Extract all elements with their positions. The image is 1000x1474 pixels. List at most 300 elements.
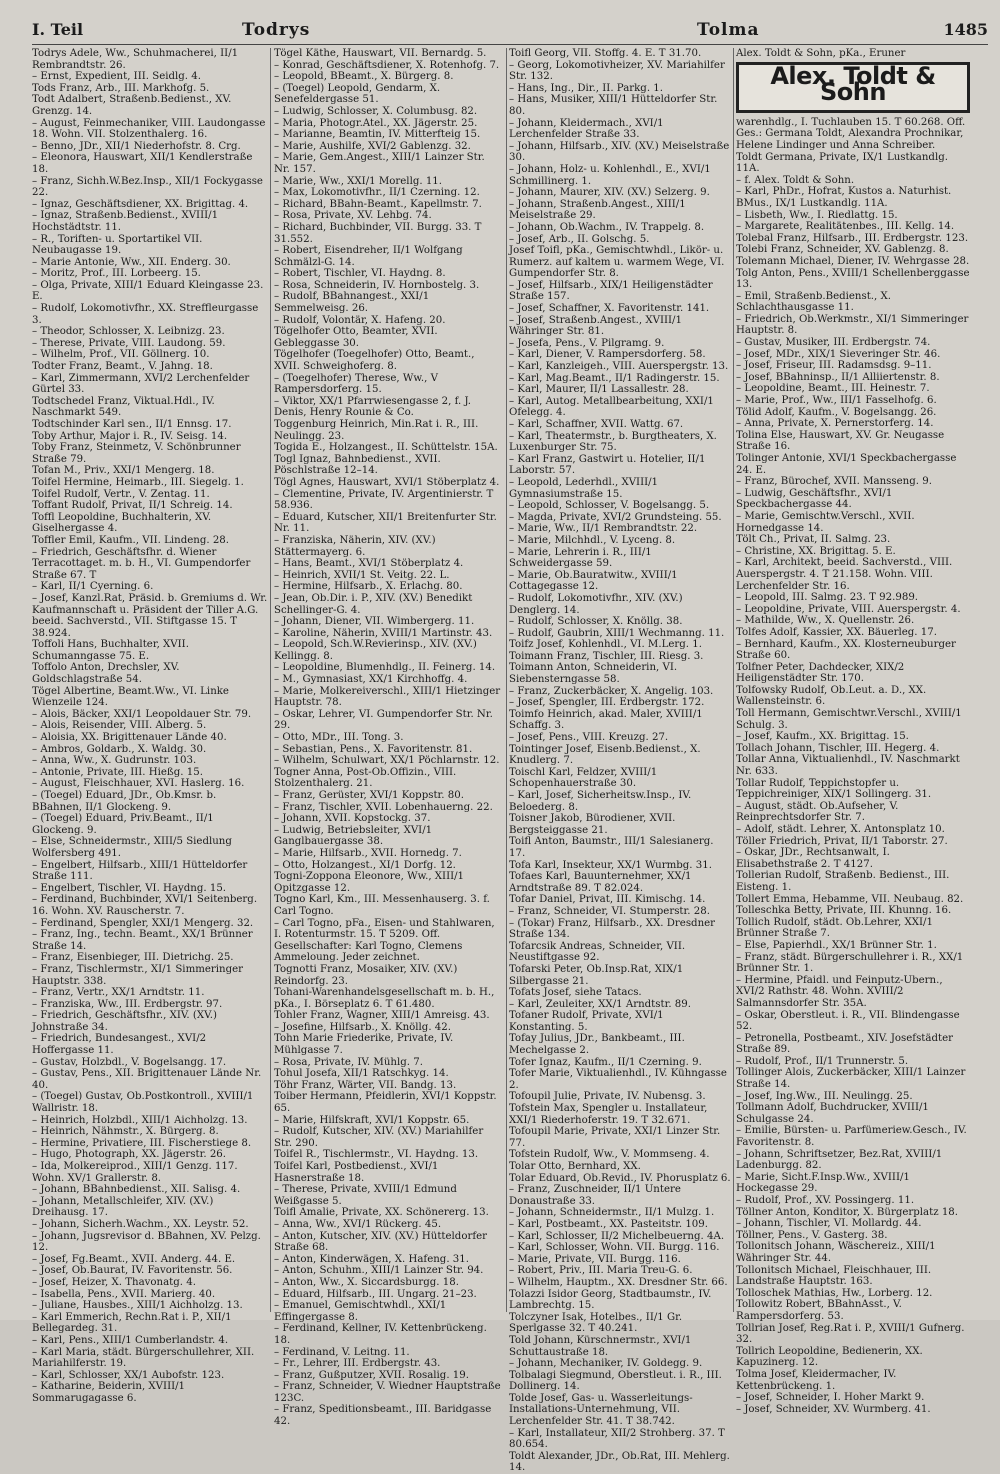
directory-entry: – Christine, XX. Brigittag. 5. E. — [736, 545, 896, 557]
advertisement-text: Alex. Toldt & Sohn — [770, 61, 936, 107]
directory-entry: Josef Toifl, pKa., Gemischtwhdl., Likör- u. Rumerz. auf kaltem u. warmem Wege, VI. Gumpendorfer Str. 8. — [509, 245, 725, 280]
directory-entry: Tointinger Josef, Eisenb.Bedienst., X. Knudlerg. 7. — [509, 743, 701, 767]
directory-entry: – Johann, Metallschleifer, XIV. (XV.) Dreihausg. 17. — [32, 1195, 214, 1219]
directory-entry: – Franz, Tischler, XVII. Lobenhauerng. 22. — [274, 801, 493, 813]
directory-entry: – Franz, Gerüster, XVI/1 Koppstr. 80. — [274, 790, 464, 801]
directory-entry: Toisner Jakob, Bürodiener, XVII. Bergsteiggasse 21. — [509, 813, 676, 836]
directory-entry: – Johann, Straßenb.Angest., XIII/1 Meiselstraße 29. — [509, 198, 686, 222]
column-divider — [733, 48, 734, 1312]
directory-entry: – Johann, XVII. Kopstockg. 37. — [274, 813, 431, 825]
directory-entry: – Aloisia, XX. Brigittenauer Lände 40. — [32, 732, 227, 744]
directory-entry: – Magda, Private, XVI/2 Grundsteing. 55. — [509, 511, 722, 523]
directory-entry: Tollar Anna, Viktualienhdl., IV. Naschmarkt Nr. 633. — [736, 754, 960, 778]
directory-entry: Töller Friedrich, Privat, II/1 Taborstr. 27. — [736, 835, 948, 847]
directory-entry: Tolczyner Isak, Hotelbes., II/1 Gr. Sperlgasse 32. T 40.241. — [509, 1311, 683, 1335]
directory-entry: – Heinrich, Nähmstr., X. Bürgerg. 8. — [32, 1126, 219, 1138]
directory-entry: Tofstein Rudolf, Ww., V. Mommseng. 4. — [509, 1149, 710, 1161]
directory-entry: – Konrad, Geschäftsdiener, X. Rotenhofg. 7. — [274, 59, 500, 71]
directory-entry: – Georg, Lokomotivheizer, XV. Mariahilfer Str. 132. — [509, 59, 725, 83]
directory-entry: warenhdlg., I. Tuchlauben 15. T 60.268. Off. Ges.: Germana Toldt, Alexandra Prochnikar, Helene Lindinger und Anna Schreiber. — [736, 116, 966, 151]
directory-entry: – Otto, MDr., III. Tong. 3. — [274, 732, 404, 744]
directory-entry: – Karl, Schaffner, XVII. Wattg. 67. — [509, 419, 684, 430]
directory-entry: – Marie, Aushilfe, XVI/2 Gablenzg. 32. — [274, 140, 471, 152]
directory-entry: – Marie, Gem.Angest., XIII/1 Lainzer Str. Nr. 157. — [274, 152, 485, 175]
directory-entry: – Hans, Ing., Dir., II. Parkg. 1. — [509, 82, 664, 94]
directory-entry: – Karl, Maurer, II/1 Lassallestr. 28. — [509, 384, 689, 396]
directory-entry: – Gustav, Holzbdl., V. Bogelsangg. 17. — [32, 1056, 227, 1068]
directory-entry: – Margarete, Realitätenbes., III. Kellg. 14. — [736, 221, 955, 233]
directory-entry: Tods Franz, Arb., III. Markhofg. 5. — [32, 82, 210, 94]
directory-entry: – Karl, II/1 Cyerning. 6. — [32, 581, 154, 593]
directory-entry: Tofa Karl, Insekteur, XX/1 Wurmbg. 31. — [509, 859, 712, 871]
directory-entry: Tolfner Peter, Dachdecker, XIX/2 Heiligenstädter Str. 170. — [736, 661, 905, 685]
directory-entry: Tögelhofer Otto, Beamter, XVII. Gebleggasse 30. — [274, 326, 438, 349]
directory-entry: – Rosa, Private, XV. Lehbg. 74. — [274, 210, 432, 222]
directory-entry: – Robert, Tischler, VI. Haydng. 8. — [274, 268, 446, 280]
directory-entry: Tollerian Rudolf, Straßenb. Bedienst., III. Eisteng. 1. — [736, 870, 950, 893]
directory-entry: Togl Ignaz, Bahnbedienst., XVII. Pöschlstraße 12–14. — [274, 453, 441, 477]
directory-entry: – Josef, Ob.Baurat, IV. Favoritenstr. 56. — [32, 1265, 233, 1277]
directory-entry: – Josef, Straßenb.Angest., XVIII/1 Währinger Str. 81. — [509, 314, 682, 338]
directory-entry: – Heinrich, Holzbdl., XIII/1 Aichholzg. 13. — [32, 1114, 248, 1126]
directory-entry: – Karl, Schlosser, Wohn. VII. Burgg. 116. — [509, 1242, 720, 1254]
directory-entry: – Juliane, Hausbes., XIII/1 Aichholzg. 13. — [32, 1300, 243, 1312]
directory-entry: – Johann, Kleidermach., XVI/1 Lerchenfelder Straße 33. — [509, 117, 664, 141]
directory-entry: – Marie, Ww., XXI/1 Morellg. 11. — [274, 175, 443, 187]
directory-entry: Tollich Rudolf, städt. Ob.Lehrer, XXI/1 Brünner Straße 7. — [736, 916, 933, 940]
directory-entry: – Marie, Ob.Bauratwitw., XVIII/1 Cottagegasse 12. — [509, 569, 678, 593]
directory-entry: Alex. Toldt & Sohn, pKa., Eruner — [736, 48, 906, 59]
directory-entry: – (Toegel) Eduard, Priv.Beamt., II/1 Glockeng. 9. — [32, 813, 214, 836]
directory-entry: – Eduard, Kutscher, XII/1 Breitenfurter Str. Nr. 11. — [274, 511, 497, 535]
directory-entry: – Richard, Buchbinder, VII. Burgg. 33. T 31.552. — [274, 221, 482, 245]
directory-entry: – Karl, Zimmermann, XVI/2 Lerchenfelder Gürtel 33. — [32, 372, 250, 396]
directory-entry: – Josef, Schaffner, X. Favoritenstr. 141. — [509, 303, 710, 315]
directory-entry: – Leopoldine, Blumenhdlg., II. Feinerg. 14. — [274, 662, 496, 674]
directory-entry: – Oskar, Oberstleut. i. R., VII. Blindengasse 52. — [736, 1009, 960, 1033]
directory-entry: – Leopold, III. Salmg. 23. T 92.989. — [736, 592, 919, 604]
directory-entry: – Friedrich, Geschäftsfhr., XIV. (XV.) Johnstraße 34. — [32, 1010, 217, 1033]
directory-entry: Tofats Josef, siehe Tatacs. — [509, 987, 642, 999]
section-label: I. Teil — [32, 20, 84, 39]
directory-entry: – Lisbeth, Ww., I. Riedlattg. 15. — [736, 209, 898, 221]
directory-entry: – Hugo, Photograph, XX. Jägerstr. 26. — [32, 1149, 227, 1161]
directory-entry: Töllner, Pens., V. Gasterg. 38. — [736, 1229, 888, 1241]
directory-entry: Toifel Rudolf, Vertr., V. Zentag. 11. — [32, 488, 210, 500]
directory-entry: Toimfo Heinrich, akad. Maler, XVIII/1 Schaffg. 3. — [509, 708, 703, 732]
advertisement-box — [736, 62, 970, 113]
directory-entry: – Leopold, Schlosser, V. Bogelsangg. 5. — [509, 500, 710, 512]
directory-entry: – Franz, Tischlermstr., XI/1 Simmeringer Hauptstr. 338. — [32, 963, 244, 987]
directory-entry: Tolfowsky Rudolf, Ob.Leut. a. D., XX. Wallensteinstr. 6. — [736, 684, 927, 708]
directory-entry: – Ludwig, Betriebsleiter, XVI/1 Ganglbauergasse 38. — [274, 824, 433, 848]
directory-entry: – Ignaz, Geschäftsdiener, XX. Brigittag. 4. — [32, 198, 249, 210]
directory-entry: – Clementine, Private, IV. Argentinierstr. T 58.936. — [274, 488, 494, 512]
directory-entry: – August, Fleischhauer, XVI. Haslerg. 16. — [32, 778, 245, 790]
directory-entry: – Karl, Installateur, XII/2 Strohberg. 37. T 80.654. — [509, 1427, 725, 1451]
directory-entry: Todrys Adele, Ww., Schuhmacherei, II/1 Rembrandtstr. 26. — [32, 48, 239, 71]
directory-entry: Tolebi Franz, Schneider, XV. Gablenzg. 8. — [736, 244, 949, 256]
directory-entry: – Marie, Ww., II/1 Rembrandtstr. 22. — [509, 523, 698, 535]
directory-entry: – Max, Lokomotivfhr., II/1 Czerning. 12. — [274, 187, 480, 199]
directory-entry: – Anna, Ww., XVI/1 Rückerg. 45. — [274, 1218, 442, 1230]
directory-entry: Tognotti Franz, Mosaiker, XIV. (XV.) Reindorfg. 23. — [274, 963, 458, 987]
directory-entry: – Josef, Friseur, III. Radamsdsg. 9–11. — [736, 360, 932, 372]
directory-entry: – Karl, Architekt, beeid. Sachverstd., VIII. Auerspergstr. 4. T 21.158. Wohn. VIII. Lerchenfelder Str. 16. — [736, 557, 953, 592]
directory-entry: – Marie, Private, VII. Burgg. 116. — [509, 1253, 681, 1265]
directory-entry: Tofaner Rudolf, Private, XVI/1 Konstanting. 5. — [509, 1010, 664, 1033]
directory-entry: – Karl, Schlosser, II/2 Michelbeuerng. 4A. — [509, 1230, 725, 1242]
directory-entry: Tögel Käthe, Hauswart, VII. Bernardg. 5. — [274, 48, 487, 59]
directory-entry: – Leopoldine, Private, VIII. Auerspergstr. 4. — [736, 603, 961, 615]
directory-entry: Todtschinder Karl sen., II/1 Ennsg. 17. — [32, 419, 232, 430]
directory-entry: Todtschedel Franz, Viktual.Hdl., IV. Naschmarkt 549. — [32, 395, 215, 419]
directory-entry: – Anton, Ww., X. Siccardsburgg. 18. — [274, 1276, 459, 1288]
directory-entry: Tögl Agnes, Hauswart, XVI/1 Stöberplatz 4. — [274, 476, 500, 488]
directory-entry: – Marianne, Beamtin, IV. Mitterfteig 15. — [274, 129, 481, 141]
directory-entry: – Friedrich, Bundesangest., XVI/2 Hoffergasse 11. — [32, 1033, 207, 1057]
directory-entry: Tolfes Adolf, Kassier, XX. Bäuerleg. 17. — [736, 626, 937, 638]
directory-entry: Tohul Josefa, XII/1 Ratschkyg. 14. — [274, 1068, 449, 1080]
directory-entry: – Franziska, Näherin, XIV. (XV.) Stättermayerg. 6. — [274, 534, 436, 558]
directory-entry: – Heinrich, XVII/1 St. Veitg. 22. L. — [274, 569, 450, 581]
directory-entry: – Karl Franz, Gastwirt u. Hotelier, II/1 Laborstr. 57. — [509, 453, 706, 477]
directory-entry: Tollrich Leopoldine, Bedienerin, XX. Kapuzinerg. 12. — [736, 1345, 923, 1369]
directory-entry: Toldt Germana, Private, IX/1 Lustkandlg. 11A. — [736, 151, 948, 175]
directory-entry: Tofoupil Julie, Private, IV. Nubensg. 3. — [509, 1091, 706, 1103]
directory-entry: – Franz, städt. Bürgerschullehrer i. R., XX/1 Brünner Str. 1. — [736, 951, 964, 975]
directory-entry: Tofstein Max, Spengler u. Installateur, XXI/1 Riederhoferstr. 19. T 32.671. — [509, 1103, 708, 1126]
directory-entry: – Josef, Kanzl.Rat, Präsid. b. Gremiums d. Wr. Kaufmannschaft u. Präsident der Tiller A.G. beeid. Sachverstd., VII. Stiftgasse 15. T 38.924. — [32, 592, 268, 639]
directory-entry: Togno Karl, Km., III. Messenhauserg. 3. f. Carl Togno. — [274, 894, 490, 917]
directory-entry: – Emilie, Bürsten- u. Parfümeriew.Gesch., IV. Favoritenstr. 8. — [736, 1125, 967, 1149]
directory-entry: – Karl, Autog. Metallbearbeitung, XXI/1 Ofelegg. 4. — [509, 395, 714, 419]
directory-entry: Tolina Else, Hauswart, XV. Gr. Neugasse Straße 16. — [736, 429, 945, 453]
directory-entry: – August, städt. Ob.Aufseher, V. Reinprechtsdorfer Str. 7. — [736, 800, 899, 824]
directory-entry: – Karl, Theatermstr., b. Burgtheaters, X. Luxenburger Str. 75. — [509, 430, 717, 454]
directory-entry: Toiber Hermann, Pfeidlerin, XVI/1 Koppstr. 65. — [274, 1091, 497, 1115]
directory-entry: Toifl Amalie, Private, XX. Schönererg. 13. — [274, 1207, 489, 1219]
directory-entry: Töllner Anton, Konditor, X. Bürgerplatz 18. — [736, 1206, 959, 1218]
directory-entry: – Franz, Sichh.W.Bez.Insp., XII/1 Fockygasse 22. — [32, 175, 263, 199]
directory-entry: – Rudolf, Prof., XV. Possingerg. 11. — [736, 1195, 915, 1206]
directory-entry: – Rudolf, Lokomotivfhr., XX. Streffleurgasse 3. — [32, 303, 259, 326]
directory-entry: Tolg Anton, Pens., XVIII/1 Schellenberggasse 13. — [736, 267, 970, 291]
directory-entry: – Marie, Prof., Ww., III/1 Fasselhofg. 6. — [736, 395, 937, 407]
directory-entry: – Theodor, Schlosser, X. Leibnizg. 23. — [32, 326, 225, 338]
directory-entry: – Franz, Zuschneider, II/1 Untere Donaustraße 33. — [509, 1184, 681, 1207]
directory-entry: – Rosa, Schneiderin, IV. Hornbostelg. 3. — [274, 279, 480, 291]
directory-entry: – Karl Maria, städt. Bürgerschullehrer, XII. Mariahilferstr. 19. — [32, 1346, 255, 1370]
directory-entry: Tolar Otto, Bernhard, XX. — [509, 1161, 641, 1172]
directory-entry: Toggenburg Heinrich, Min.Rat i. R., III. Neulingg. 23. — [274, 419, 479, 442]
directory-entry: Tolde Josef, Gas- u. Wasserleitungs-Installations-Unternehmung, VII. Lerchenfelder Str. 41. T 38.742. — [509, 1392, 693, 1428]
directory-entry: Toby Franz, Steinmetz, V. Schönbrunner Straße 79. — [32, 442, 241, 465]
directory-entry: – Rosa, Private, IV. Mühlg. 7. — [274, 1056, 423, 1068]
directory-entry: – Franz, Bürochef, XVII. Mansseng. 9. — [736, 476, 932, 488]
directory-entry: Tölt Ch., Privat, II. Salmg. 23. — [736, 534, 891, 546]
directory-entry: – Josefine, Hilfsarb., X. Knöllg. 42. — [274, 1021, 451, 1033]
first-entry-word: Todrys — [242, 20, 311, 40]
directory-entry: – (Toegel) Eduard, JDr., Ob.Kmsr. b. BBahnen, II/1 Glockeng. 9. — [32, 790, 217, 813]
directory-entry: – (Toegelhofer) Therese, Ww., V Rampersdorferg. 15. — [274, 372, 438, 396]
directory-entry: – Anton, Kinderwägen, X. Hafeng. 31. — [274, 1253, 469, 1265]
directory-entry: – Karl, Schlosser, XX/1 Aubofstr. 123. — [32, 1369, 225, 1381]
directory-entry: – Alois, Reisender, VIII. Alberg. 5. — [32, 720, 207, 732]
directory-entry: – Hermine, Pfaidl. und Feinputz-Ubern., XVI/2 Rathstr. 48. Wohn. XVIII/2 Salmannsdorfer Str. 35A. — [736, 974, 943, 1009]
directory-entry: – Leopold, Lederhdl., XVIII/1 Gymnasiumstraße 15. — [509, 476, 659, 500]
directory-entry: – Hans, Musiker, XIII/1 Hütteldorfer Str. 80. — [509, 94, 718, 117]
directory-entry: – Marie, Lehrerin i. R., III/1 Schweidergasse 59. — [509, 546, 652, 570]
directory-entry: – Ernst, Expedient, III. Seidlg. 4. — [32, 71, 201, 83]
directory-entry: – Johann, Ob.Wachm., IV. Trappelg. 8. — [509, 221, 705, 233]
directory-column-3 — [509, 48, 731, 1474]
directory-entry: – Else, Papierhdl., XX/1 Brünner Str. 1. — [736, 939, 937, 951]
directory-entry: – August, Feinmechaniker, VIII. Laudongasse 18. Wohn. VII. Stolzenthalerg. 16. — [32, 117, 266, 141]
directory-entry: – Karl, Pens., XIII/1 Cumberlandstr. 4. — [32, 1334, 229, 1346]
directory-entry: Tofar Daniel, Privat, III. Kimischg. 14. — [509, 894, 706, 906]
directory-entry: – Engelbert, Tischler, VI. Haydng. 15. — [32, 882, 227, 894]
directory-entry: – Benno, JDr., XII/1 Niederhofstr. 8. Crg. — [32, 140, 241, 152]
directory-entry: Tolloschek Mathias, Hw., Lorberg. 12. — [736, 1287, 933, 1299]
directory-entry: – Viktor, XX/1 Pfarrwiesengasse 2, f. J. Denis, Henry Rounie & Co. — [274, 395, 472, 419]
directory-entry: – Olga, Private, XIII/1 Eduard Kleingasse 23. E. — [32, 279, 264, 303]
directory-entry: – Johann, Jugsrevisor d. BBahnen, XV. Pelzg. 12. — [32, 1230, 261, 1254]
directory-entry: – Therese, Private, VIII. Laudong. 59. — [32, 337, 226, 349]
directory-entry: Tolma Josef, Kleidermacher, IV. Kettenbrückeng. 1. — [736, 1368, 897, 1392]
directory-entry: Toffoli Hans, Buchhalter, XVII. Schumanngasse 75. E. — [32, 639, 189, 662]
directory-entry: – Rudolf, BBahnangest., XXI/1 Semmelweisg. 26. — [274, 291, 430, 315]
directory-entry: – Franziska, Ww., III. Erdbergstr. 97. — [32, 998, 223, 1010]
directory-entry: – Franz, Gußputzer, XVII. Rosalig. 19. — [274, 1369, 470, 1381]
directory-entry: – Josef, Hilfsarb., XIX/1 Heiligenstädter Straße 157. — [509, 279, 713, 303]
directory-entry: Toldt Alexander, JDr., Ob.Rat, III. Mehlerg. 14. — [509, 1450, 730, 1474]
directory-entry: – Wilhelm, Prof., VII. Göllnerg. 10. — [32, 349, 210, 361]
directory-entry: – Karl, Josef, Sicherheitsw.Insp., IV. Beloederg. 8. — [509, 790, 692, 813]
directory-entry: – Franz, Schneider, V. Wiedner Hauptstraße 123C. — [274, 1381, 501, 1404]
directory-entry: Tölid Adolf, Kaufm., V. Bogelsangg. 26. — [736, 406, 937, 418]
directory-entry: Tohn Marie Friederike, Private, IV. Mühlgasse 7. — [274, 1033, 454, 1057]
directory-entry: Togni-Zoppona Eleonore, Ww., XIII/1 Opitzgasse 12. — [274, 871, 465, 894]
directory-entry: – Ignaz, Straßenb.Bedienst., XVIII/1 Hochstädtstr. 11. — [32, 210, 219, 233]
directory-entry: – Rudolf, Volontär, X. Hafeng. 20. — [274, 314, 446, 326]
directory-entry: Tögelhofer (Toegelhofer) Otto, Beamt., XVII. Schweighoferg. 8. — [274, 349, 475, 373]
directory-entry: – Marie, Hilfskraft, XVI/1 Koppstr. 65. — [274, 1114, 470, 1126]
directory-entry: Toifel Hermine, Heimarb., III. Siegelg. 1. — [32, 476, 244, 488]
directory-entry: – Johann, BBahnbedienst., XII. Salisg. 4. — [32, 1184, 241, 1196]
directory-entry: – Leopold, Sch.W.Revierinsp., XIV. (XV.) Kellingg. 8. — [274, 639, 477, 662]
directory-entry: – Rudolf, Lokomotivfhr., XIV. (XV.) Denglerg. 14. — [509, 592, 683, 616]
directory-column-4 — [736, 48, 972, 1415]
page-header — [32, 18, 988, 45]
directory-entry: – Rudolf, Gaubrin, XIII/1 Wechmanng. 11. — [509, 627, 725, 639]
directory-entry: – Ferdinand, V. Leitng. 11. — [274, 1346, 410, 1358]
directory-entry: – Hermine, Hilfsarb., X. Erlachg. 80. — [274, 581, 463, 593]
directory-entry: – Franz, Ing., techn. Beamt., XX/1 Brünner Straße 14. — [32, 929, 253, 952]
directory-entry: – Rudolf, Prof., II/1 Trunnerstr. 5. — [736, 1055, 909, 1067]
column-divider — [270, 48, 271, 1312]
directory-entry: – Karl, Postbeamt., XX. Pasteitstr. 109. — [509, 1218, 708, 1230]
directory-entry: – Johann, Schneidermstr., II/1 Mulzg. 1. — [509, 1207, 715, 1219]
directory-entry: – Rudolf, Schlosser, X. Knöllg. 38. — [509, 616, 683, 628]
directory-entry: – Marie, Molkereiverschl., XIII/1 Hietzinger Hauptstr. 78. — [274, 685, 501, 709]
directory-entry: Tollonitsch Michael, Fleischhauer, III. Landstraße Hauptstr. 163. — [736, 1264, 932, 1288]
directory-entry: Tofaes Karl, Bauunternehmer, XX/1 Arndtstraße 89. T 82.024. — [509, 871, 692, 894]
directory-entry: – Oskar, Lehrer, VI. Gumpendorfer Str. Nr. 29. — [274, 708, 493, 732]
directory-entry: – Franz, Zuckerbäcker, X. Angelig. 103. — [509, 685, 714, 697]
directory-entry: – f. Alex. Toldt & Sohn. — [736, 174, 855, 186]
directory-entry: – Leopoldine, Beamt., III. Heinestr. 7. — [736, 383, 930, 395]
directory-entry: Tofay Julius, JDr., Bankbeamt., III. Mechelgasse 2. — [509, 1033, 685, 1057]
directory-entry: Tollert Emma, Hebamme, VII. Neubaug. 82. — [736, 893, 964, 905]
directory-entry: – Carl Togno, pFa., Eisen- und Stahlwaren, I. Rotenturmstr. 15. T 5209. Off. Gesellschafter: Karl Togno, Clemens Ammeloung. Jeder zeichnet. — [274, 917, 495, 964]
directory-entry: – Antonie, Private, III. Hießg. 15. — [32, 766, 203, 778]
directory-entry: – Ida, Molkereiprod., XIII/1 Genzg. 117. Wohn. XV/1 Grallerstr. 8. — [32, 1161, 238, 1184]
directory-entry: – Adolf, städt. Lehrer, X. Antonsplatz 10. — [736, 824, 945, 835]
directory-entry: Tolleschka Betty, Private, III. Khunng. 16. — [736, 905, 952, 917]
directory-entry: Tolemann Michael, Diener, IV. Wehrgasse 28. — [736, 255, 970, 267]
directory-entry: – Emanuel, Gemischtwhdl., XXI/1 Effingergasse 8. — [274, 1300, 447, 1323]
directory-entry: – Johann, Tischler, VI. Mollardg. 44. — [736, 1218, 922, 1230]
directory-entry: Tofer Marie, Viktualienhdl., IV. Kühngasse 2. — [509, 1068, 727, 1091]
directory-entry: Told Johann, Kürschnermstr., XVI/1 Schuttaustraße 18. — [509, 1334, 692, 1358]
directory-entry: – Wilhelm, Schulwart, XX/1 Pöchlarnstr. 12. — [274, 755, 500, 767]
directory-entry: – Johann, Hilfsarb., XIV. (XV.) Meiselstraße 30. — [509, 140, 730, 164]
directory-entry: Todter Franz, Beamt., V. Jahng. 18. — [32, 361, 213, 373]
directory-entry: Tollrian Josef, Reg.Rat i. P., XVIII/1 Gufnerg. 32. — [736, 1322, 965, 1346]
directory-entry: – (Tokar) Franz, Hilfsarb., XX. Dresdner Straße 134. — [509, 917, 716, 941]
directory-entry: – Else, Schneidermstr., XIII/5 Siedlung Wolfersberg 491. — [32, 836, 232, 859]
directory-entry: Toffant Rudolf, Privat, II/1 Schreig. 14. — [32, 500, 233, 512]
directory-entry: – Josef, Heizer, X. Thavonatg. 4. — [32, 1276, 196, 1288]
directory-entry: – Alois, Bäcker, XXI/1 Leopoldauer Str. 79. — [32, 708, 252, 720]
directory-entry: – Ludwig, Geschäftsfhr., XVI/1 Speckbachergasse 44. — [736, 487, 893, 511]
directory-entry: Tolazzi Isidor Georg, Stadtbaumstr., IV. Lambrechtg. 15. — [509, 1288, 712, 1312]
directory-entry: – Moritz, Prof., III. Lorbeerg. 15. — [32, 268, 201, 280]
directory-entry: Toffl Leopoldine, Buchhalterin, XV. Giselhergasse 4. — [32, 511, 212, 535]
directory-entry: – Josef, Fg.Beamt., XVII. Anderg. 44. E. — [32, 1253, 236, 1265]
directory-entry: – Marie, Milchhdl., V. Lyceng. 8. — [509, 534, 676, 546]
directory-entry: – Petronella, Postbeamt., XIV. Josefstädter Straße 89. — [736, 1032, 953, 1056]
directory-entry: Tollonitsch Johann, Wäschereiz., XIII/1 Währinger Str. 44. — [736, 1241, 936, 1264]
directory-entry: – Franz, Vertr., XX/1 Arndtstr. 11. — [32, 987, 205, 999]
directory-entry: – Bernhard, Kaufm., XX. Klosterneuburger Straße 60. — [736, 638, 956, 662]
directory-entry: – Maria, Photogr.Atel., XX. Jägerstr. 25. — [274, 117, 478, 129]
directory-entry: Togner Anna, Post-Ob.Offizin., VIII. Stolzenthalerg. 21. — [274, 766, 457, 790]
directory-entry: Tolinger Antonie, XVI/1 Speckbachergasse 24. E. — [736, 453, 957, 476]
directory-entry: Toifel R., Tischlermstr., VI. Haydng. 13. — [274, 1149, 479, 1161]
directory-column-2 — [274, 48, 502, 1428]
directory-entry: – Ferdinand, Spengler, XXI/1 Mengerg. 32. — [32, 917, 254, 929]
directory-entry: – Karl, Diener, V. Rampersdorferg. 58. — [509, 349, 706, 361]
directory-entry: Tohler Franz, Wagner, XIII/1 Amreisg. 43. — [274, 1010, 490, 1022]
directory-entry: – Robert, Eisendreher, II/1 Wolfgang Schmälzl-G. 14. — [274, 245, 463, 268]
directory-entry: – Josefa, Pens., V. Pilgramg. 9. — [509, 337, 665, 349]
directory-entry: – Josef, Ing.Ww., III. Neulingg. 25. — [736, 1090, 913, 1102]
directory-entry: – Johann, Holz- u. Kohlenhdl., E., XVI/1 Schmillinerg. 1. — [509, 163, 711, 187]
directory-entry: – Franz, Speditionsbeamt., III. Baridgasse 42. — [274, 1404, 492, 1428]
directory-entry: Tofarski Peter, Ob.Insp.Rat, XIX/1 Silbergasse 21. — [509, 963, 684, 987]
directory-entry: – (Toegel) Gustav, Ob.Postkontroll., XVIII/1 Wallristr. 18. — [32, 1091, 254, 1115]
directory-entry: – Marie, Sicht.F.Insp.Ww., XVIII/1 Hockegasse 29. — [736, 1171, 910, 1195]
directory-entry: – Marie, Hilfsarb., XVII. Hornedg. 7. — [274, 847, 462, 859]
directory-entry: Tollar Rudolf, Teppichstopfer u. Teppichreiniger, XIX/1 Sollingerg. 31. — [736, 777, 932, 801]
directory-column-1 — [32, 48, 268, 1404]
directory-entry: – Johann, Sicherh.Wachm., XX. Leystr. 52. — [32, 1218, 249, 1230]
directory-entry: – Otto, Holzangest., XI/1 Dorfg. 12. — [274, 859, 456, 871]
directory-entry: – Karl Emmerich, Rechn.Rat i. P., XII/1 Bellegardeg. 31. — [32, 1311, 232, 1335]
directory-entry: – Karl, PhDr., Hofrat, Kustos a. Naturhist. BMus., IX/1 Lustkandlg. 11A. — [736, 186, 952, 209]
directory-entry: Tollmann Adolf, Buchdrucker, XVIII/1 Schulgasse 24. — [736, 1102, 929, 1125]
directory-entry: – Friedrich, Ob.Werkmstr., XI/1 Simmeringer Hauptstr. 8. — [736, 313, 969, 337]
directory-entry: – Oskar, JDr., Rechtsanwalt, I. Elisabethstraße 2. T 4127. — [736, 847, 890, 870]
directory-entry: – Therese, Private, XVIII/1 Edmund Weißgasse 5. — [274, 1184, 457, 1207]
directory-entry: Toimann Franz, Tischler, III. Riesg. 3. — [509, 650, 704, 662]
directory-entry: – Hans, Beamt., XVI/1 Stöberplatz 4. — [274, 558, 464, 570]
directory-entry: – Anton, Kutscher, XIV. (XV.) Hütteldorfer Straße 68. — [274, 1230, 488, 1254]
directory-entry: Toifl Anton, Baumstr., III/1 Salesianerg. 17. — [509, 836, 714, 859]
directory-entry: Tofarcsik Andreas, Schneider, VII. Neustiftgasse 92. — [509, 940, 686, 964]
directory-entry: – Ferdinand, Kellner, IV. Kettenbrückeng. 18. — [274, 1323, 487, 1346]
directory-entry: – Josef, BBahninsp., II/1 Alliiertenstr. 8. — [736, 371, 940, 383]
directory-entry: – Josef, MDr., XIX/1 Sieveringer Str. 46. — [736, 348, 941, 360]
directory-entry: Tögel Albertine, Beamt.Ww., VI. Linke Wienzeile 124. — [32, 685, 229, 709]
directory-entry: – Johann, Diener, VII. Wimbergerg. 11. — [274, 616, 475, 628]
directory-entry: – Engelbert, Hilfsarb., XIII/1 Hütteldorfer Straße 111. — [32, 859, 248, 883]
directory-entry: Tolbalagi Siegmund, Oberstleut. i. R., III. Dollinerg. 14. — [509, 1369, 722, 1393]
directory-entry: Toifl Georg, VII. Stoffg. 4. E. T 31.70. — [509, 48, 702, 59]
directory-entry: – Karl, Mag.Beamt., II/1 Radingerstr. 15. — [509, 372, 720, 384]
directory-entry: Töhr Franz, Wärter, VII. Bandg. 13. — [274, 1079, 457, 1091]
directory-entry: Tolar Eduard, Ob.Revid., IV. Phorusplatz 6. — [509, 1172, 731, 1184]
directory-entry: – Marie, Gemischtw.Verschl., XVII. Hornedgasse 14. — [736, 510, 915, 534]
directory-entry: Toffolo Anton, Drechsler, XV. Goldschlagstraße 54. — [32, 662, 180, 686]
directory-entry: – Anna, Private, X. Pernerstorferg. 14. — [736, 418, 934, 430]
directory-entry: – Josef, Pens., VIII. Kreuzg. 27. — [509, 732, 669, 744]
directory-entry: – Karl, Zeuleiter, XX/1 Arndtstr. 89. — [509, 998, 691, 1010]
directory-entry: – Jean, Ob.Dir. i. P., XIV. (XV.) Benedikt Schellinger-G. 4. — [274, 592, 473, 616]
directory-entry: – Josef, Kaufm., XX. Brigittag. 15. — [736, 731, 909, 743]
directory-entry: – Karoline, Näherin, XVIII/1 Martinstr. 43. — [274, 627, 493, 639]
directory-entry: Tollowitz Robert, BBahnAsst., V. Rampersdorferg. 53. — [736, 1299, 902, 1322]
directory-entry: – Johann, Mechaniker, IV. Goldegg. 9. — [509, 1358, 703, 1370]
directory-entry: – Emil, Straßenb.Bedienst., X. Schlachthausgasse 11. — [736, 290, 892, 314]
directory-entry: – Gustav, Musiker, III. Erdbergstr. 74. — [736, 337, 931, 349]
directory-entry: – Josef, Schneider, XV. Wurmberg. 41. — [736, 1403, 931, 1415]
directory-entry: – Friedrich, Geschäftsfhr. d. Wiener Terracottaget. m. b. H., VI. Gumpendorfer Straße 67. T — [32, 546, 251, 581]
directory-entry: Tofan M., Priv., XXI/1 Mengerg. 18. — [32, 465, 215, 477]
directory-entry: Togida E., Holzangest., II. Schüttelstr. 15A. — [274, 442, 498, 454]
directory-entry: – Richard, BBahn-Beamt., Kapellmstr. 7. — [274, 198, 482, 210]
directory-entry: – Ambros, Goldarb., X. Waldg. 30. — [32, 743, 207, 755]
directory-entry: – Mathilde, Ww., X. Quellenstr. 26. — [736, 615, 915, 627]
directory-entry: – Karl, Kanzleigeh., VIII. Auerspergstr. 13. — [509, 361, 729, 373]
directory-entry: – Sebastian, Pens., X. Favoritenstr. 81. — [274, 743, 473, 755]
directory-entry: Tollinger Alois, Zuckerbäcker, XIII/1 Lainzer Straße 14. — [736, 1067, 966, 1091]
directory-entry: – Anton, Schuhm., XIII/1 Lainzer Str. 94. — [274, 1265, 484, 1277]
column-divider — [506, 48, 507, 1312]
page-number: 1485 — [943, 20, 988, 39]
directory-entry: Tollach Johann, Tischler, III. Hegerg. 4. — [736, 742, 940, 754]
directory-entry: Toifz Josef, Kohlenhdl., VI. M.Lerg. 1. — [509, 639, 702, 651]
directory-entry: – Josef, Arb., II. Golschg. 5. — [509, 233, 650, 245]
directory-entry-list — [736, 117, 972, 1416]
directory-entry: Toby Arthur, Major i. R., IV. Seisg. 14. — [32, 430, 228, 442]
directory-entry: Toll Hermann, Gemischtwr.Verschl., XVIII/1 Schulg. 3. — [736, 708, 962, 731]
directory-entry: – M., Gymnasiast, XX/1 Kirchhoffg. 4. — [274, 674, 468, 686]
directory-entry: – Franz, Eisenbieger, III. Dietrichg. 25. — [32, 952, 234, 964]
directory-entry: – Anna, Ww., X. Gudrunstr. 103. — [32, 755, 197, 767]
